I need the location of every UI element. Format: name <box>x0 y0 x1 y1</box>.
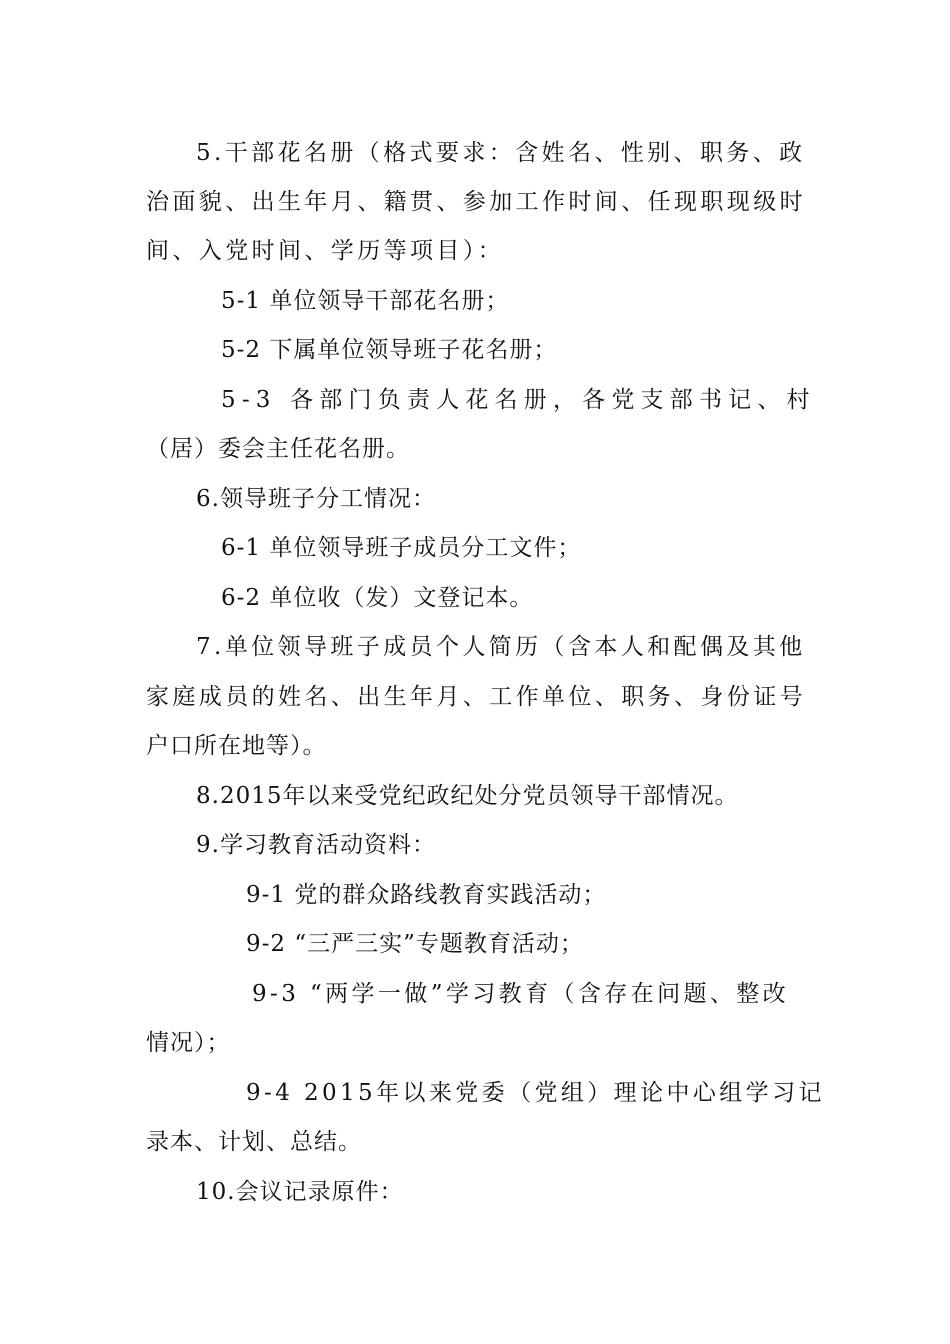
text-line: 6.领导班子分工情况： <box>196 486 436 512</box>
text-line: 7.单位领导班子成员个人简历（含本人和配偶及其他 <box>196 634 806 660</box>
text-line: 9-4 2015年以来党委（党组）理论中心组学习记 <box>246 1080 825 1106</box>
text-line: （居）委会主任花名册。 <box>146 436 410 462</box>
text-line: 6-1 单位领导班子成员分工文件； <box>221 535 582 561</box>
text-line: 情况）； <box>146 1030 231 1056</box>
text-line: 间、入党时间、学历等项目）： <box>146 238 505 264</box>
text-line: 10.会议记录原件： <box>196 1179 404 1205</box>
text-line: 5-3 各部门负责人花名册，各党支部书记、村 <box>221 387 816 413</box>
text-line: 6-2 单位收（发）文登记本。 <box>221 585 534 611</box>
text-line: 9-1 党的群众路线教育实践活动； <box>246 882 607 908</box>
text-line: 5-2 下属单位领导班子花名册； <box>221 337 558 363</box>
text-line: 家庭成员的姓名、出生年月、工作单位、职务、身份证号 <box>146 684 806 710</box>
text-line: 治面貌、出生年月、籍贯、参加工作时间、任现职现级时 <box>146 189 806 215</box>
text-line: 户口所在地等）。 <box>146 733 327 759</box>
text-line: 5.干部花名册（格式要求：含姓名、性别、职务、政 <box>196 140 806 166</box>
text-line: 5-1 单位领导干部花名册； <box>221 288 510 314</box>
text-line: 8.2015年以来受党纪政纪处分党员领导干部情况。 <box>196 783 739 809</box>
text-line: 9-2 “三严三实”专题教育活动； <box>246 931 584 957</box>
text-line: 9.学习教育活动资料： <box>196 832 436 858</box>
text-line: 录本、计划、总结。 <box>146 1129 362 1155</box>
text-line: 9-3 “两学一做”学习教育（含存在问题、整改 <box>252 981 790 1007</box>
